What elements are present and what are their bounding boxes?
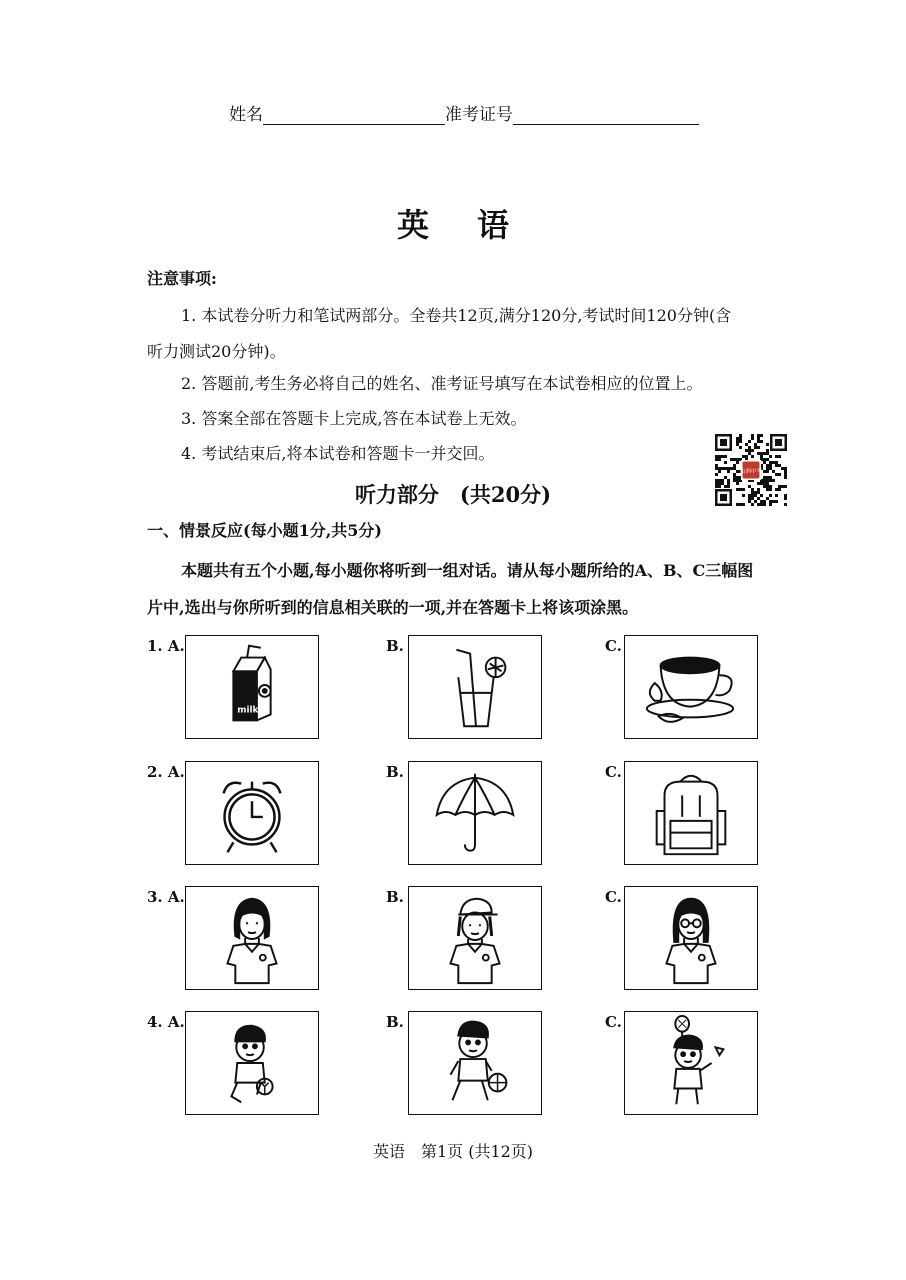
q4-label-b: B. — [386, 1013, 404, 1031]
instruction-line-2: 片中,选出与你所听到的信息相关联的一项,并在答题卡上将该项涂黑。 — [147, 598, 639, 617]
title-part2: 语 — [477, 206, 510, 244]
name-blank — [263, 106, 445, 125]
girl-glasses-icon — [625, 887, 757, 989]
q2-option-c — [624, 761, 758, 865]
girl-cap-icon — [409, 887, 541, 989]
notice-item-1: 1. 本试卷分听力和笔试两部分。全卷共12页,满分120分,考试时间120分钟(含 — [181, 306, 732, 325]
exam-id-blank — [513, 106, 699, 125]
q4-option-a — [185, 1011, 319, 1115]
girl-long-hair-icon — [186, 887, 318, 989]
notice-item-3: 3. 答案全部在答题卡上完成,答在本试卷上无效。 — [181, 409, 527, 428]
q2-option-a — [185, 761, 319, 865]
q2-label-c: C. — [605, 763, 622, 781]
page-title — [0, 200, 906, 246]
listening-section-title: 听力部分 (共20分) — [354, 482, 552, 507]
exam-id-label: 准考证号 — [445, 105, 513, 125]
q3-label-c: C. — [605, 888, 622, 906]
q1-option-c — [624, 635, 758, 739]
qr-center-text: 山西中考 — [739, 469, 763, 475]
q4-option-b — [408, 1011, 542, 1115]
boy-football-icon — [186, 1012, 318, 1114]
notice-item-1-cont: 听力测试20分钟)。 — [147, 342, 286, 361]
title-part1: 英 — [396, 206, 429, 244]
alarm-clock-icon — [186, 762, 318, 864]
q4-label-c: C. — [605, 1013, 622, 1031]
q3-option-c — [624, 886, 758, 990]
q1-label-a: 1. A. — [147, 637, 185, 655]
q3-label-b: B. — [386, 888, 404, 906]
instruction-line-1: 本题共有五个小题,每小题你将听到一组对话。请从每小题所给的A、B、C三幅图 — [181, 561, 754, 580]
juice-glass-icon — [409, 636, 541, 738]
notice-item-2: 2. 答题前,考生务必将自己的姓名、准考证号填写在本试卷相应的位置上。 — [181, 374, 703, 393]
header-fields — [229, 100, 699, 125]
q1-option-b — [408, 635, 542, 739]
q3-option-a — [185, 886, 319, 990]
boy-basketball-icon — [409, 1012, 541, 1114]
q4-label-a: 4. A. — [147, 1013, 185, 1031]
q2-option-b — [408, 761, 542, 865]
part1-title: 一、情景反应(每小题1分,共5分) — [147, 521, 382, 540]
q4-option-c — [624, 1011, 758, 1115]
q2-label-b: B. — [386, 763, 404, 781]
q1-label-b: B. — [386, 637, 404, 655]
notice-heading: 注意事项: — [147, 269, 217, 288]
page-footer: 英语 第1页 (共12页) — [372, 1142, 534, 1161]
q3-label-a: 3. A. — [147, 888, 185, 906]
q1-option-a — [185, 635, 319, 739]
tea-cup-icon — [625, 636, 757, 738]
q1-label-c: C. — [605, 637, 622, 655]
milk-carton-icon — [186, 636, 318, 738]
q3-option-b — [408, 886, 542, 990]
backpack-icon — [625, 762, 757, 864]
name-label: 姓名 — [229, 105, 263, 125]
boy-badminton-icon — [625, 1012, 757, 1114]
umbrella-icon — [409, 762, 541, 864]
milk-label: milk — [237, 705, 259, 716]
notice-item-4: 4. 考试结束后,将本试卷和答题卡一并交回。 — [181, 444, 495, 463]
q2-label-a: 2. A. — [147, 763, 185, 781]
